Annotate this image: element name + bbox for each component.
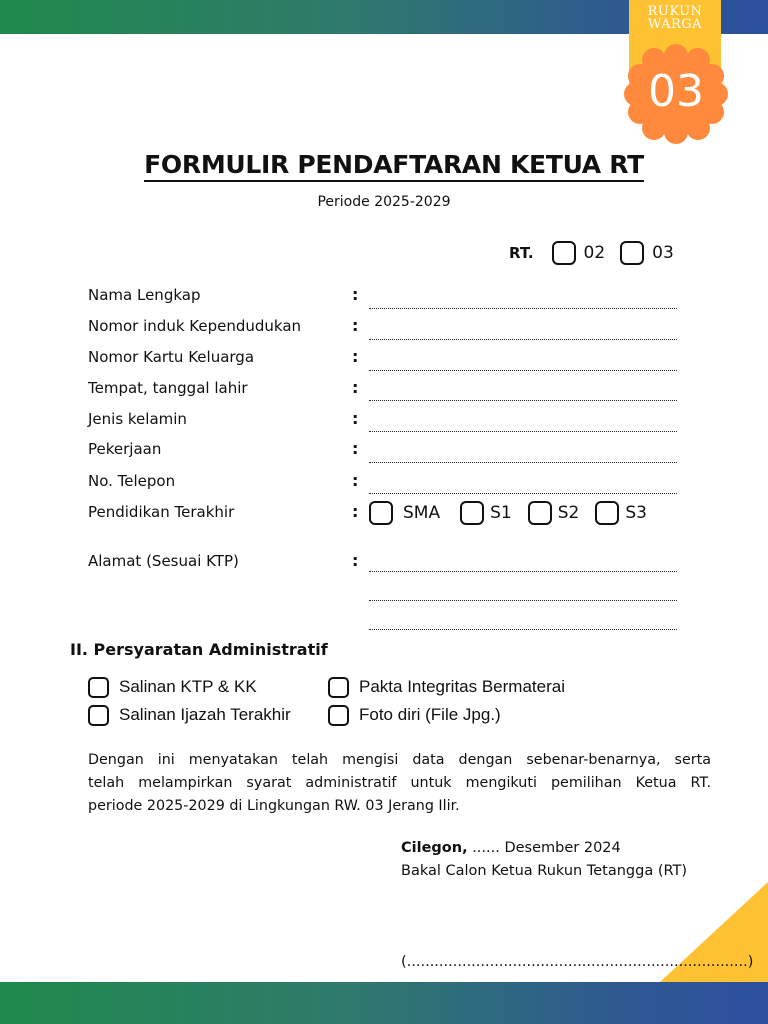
edu-sma-checkbox[interactable] — [369, 501, 393, 525]
edu-s3-label: S3 — [625, 503, 647, 523]
req-foto-label: Foto diri (File Jpg.) — [359, 705, 501, 724]
field-label-kk: Nomor Kartu Keluarga — [88, 348, 255, 366]
req-ijazah — [88, 703, 291, 727]
req-pakta-checkbox[interactable] — [328, 677, 349, 698]
section-title: II. Persyaratan Administratif — [70, 640, 328, 659]
edu-s1-checkbox[interactable] — [460, 501, 484, 525]
req-ijazah-label: Salinan Ijazah Terakhir — [119, 705, 291, 724]
form-period: Periode 2025-2029 — [317, 194, 451, 210]
rt-02-checkbox[interactable] — [552, 241, 576, 265]
ribbon-line-2: WARGA — [647, 17, 703, 32]
rt-03-checkbox[interactable] — [620, 241, 644, 265]
signature-role: Bakal Calon Ketua Rukun Tetangga (RT) — [401, 863, 688, 879]
req-ktp-kk — [88, 675, 257, 699]
edu-sma-label: SMA — [403, 503, 441, 523]
kk-input-line[interactable] — [369, 369, 677, 371]
ribbon-text — [629, 5, 721, 31]
rt-03-label: 03 — [652, 243, 674, 263]
declaration-line: Dengan ini menyatakan telah mengisi data dengan sebenar-benarnya, serta — [88, 752, 711, 768]
field-colon: : — [352, 439, 359, 458]
nama-input-line[interactable] — [369, 307, 677, 309]
rt-selector — [509, 241, 689, 265]
field-label-pendidikan: Pendidikan Terakhir — [88, 503, 235, 521]
field-colon: : — [352, 551, 359, 570]
rt-02-label: 02 — [583, 243, 606, 263]
alamat-input-line-3[interactable] — [369, 628, 677, 630]
field-colon: : — [352, 502, 359, 521]
signature-city: Cilegon, — [401, 840, 468, 856]
field-label-alamat: Alamat (Sesuai KTP) — [88, 552, 239, 570]
field-label-ttl: Tempat, tanggal lahir — [88, 379, 248, 397]
signature-place-date — [401, 840, 621, 856]
field-colon: : — [352, 378, 359, 397]
req-ktp-kk-checkbox[interactable] — [88, 677, 109, 698]
req-ktp-kk-label: Salinan KTP & KK — [119, 677, 257, 696]
declaration-line: periode 2025-2029 di Lingkungan RW. 03 Jerang Ilir. — [88, 798, 460, 814]
req-foto-checkbox[interactable] — [328, 705, 349, 726]
ribbon-line-1: RUKUN — [647, 4, 703, 19]
field-label-pekerjaan: Pekerjaan — [88, 440, 162, 458]
field-label-nama: Nama Lengkap — [88, 286, 201, 304]
edu-s3-checkbox[interactable] — [595, 501, 619, 525]
pekerjaan-input-line[interactable] — [369, 461, 677, 463]
edu-s2-checkbox[interactable] — [528, 501, 552, 525]
field-label-nik: Nomor induk Kependudukan — [88, 317, 302, 335]
field-label-jenis-kelamin: Jenis kelamin — [88, 410, 187, 428]
field-colon: : — [352, 285, 359, 304]
form-title — [0, 150, 768, 179]
field-colon: : — [352, 316, 359, 335]
declaration-line: telah melampirkan syarat administratif untuk mengikuti pemilihan Ketua RT. — [88, 775, 711, 791]
signature-date: ...... Desember 2024 — [467, 840, 621, 856]
alamat-input-line-2[interactable] — [369, 599, 677, 601]
rt-label: RT. — [509, 244, 534, 262]
req-pakta — [328, 675, 565, 699]
declaration-paragraph — [88, 749, 711, 818]
bottom-gradient-bar — [0, 982, 768, 1024]
req-pakta-label: Pakta Integritas Bermaterai — [359, 677, 565, 696]
form-title-text: FORMULIR PENDAFTARAN KETUA RT — [144, 150, 644, 182]
rw-number: 03 — [648, 66, 704, 117]
field-label-telepon: No. Telepon — [88, 472, 176, 490]
field-colon: : — [352, 409, 359, 428]
field-colon: : — [352, 471, 359, 490]
req-ijazah-checkbox[interactable] — [88, 705, 109, 726]
edu-s1-label: S1 — [490, 503, 512, 523]
field-colon: : — [352, 347, 359, 366]
alamat-input-line-1[interactable] — [369, 570, 677, 572]
signature-name-line[interactable]: (..........................................................................) — [401, 954, 754, 970]
jenis-kelamin-input-line[interactable] — [369, 430, 677, 432]
nik-input-line[interactable] — [369, 338, 677, 340]
req-foto — [328, 703, 501, 727]
education-options — [369, 500, 647, 526]
ttl-input-line[interactable] — [369, 399, 677, 401]
telepon-input-line[interactable] — [369, 492, 677, 494]
edu-s2-label: S2 — [557, 503, 580, 523]
